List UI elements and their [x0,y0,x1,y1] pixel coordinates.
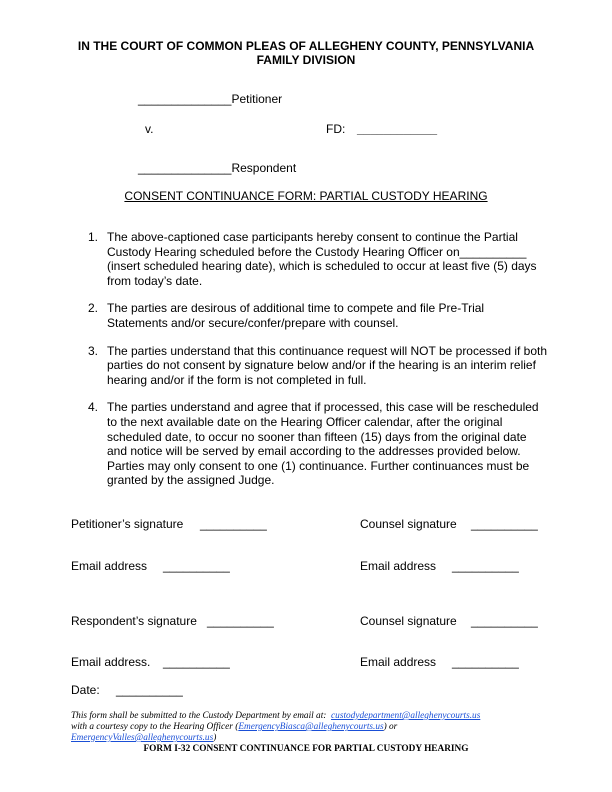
term-text: The parties understand that this continuance request will NOT be processed if both parties do not consent by signature below and/or if the hearing is an interim relief hearing and/or if the form is not completed in full. [107,343,548,387]
term-number: 4. [88,400,99,415]
email-field-1[interactable]: __________ [163,559,230,573]
footer-line-1 [71,711,480,722]
court-title-line1: IN THE COURT OF COMMON PLEAS OF ALLEGHENY COUNTY, PENNSYLVANIA [77,39,535,53]
term-number: 1. [88,230,99,244]
petitioner-label: Petitioner [231,92,283,106]
respondent-blank[interactable]: ______________ [138,161,232,175]
footer-line-2 [71,722,397,733]
counsel-signature-field-1[interactable]: __________ [471,517,538,531]
petitioner-line [138,92,282,106]
footer-line-3 [71,733,216,744]
footer-or-text: ) or [383,722,398,732]
fd-blank[interactable]: ____________ [357,122,438,136]
email-label-3: Email address. [71,655,151,669]
respondent-line [138,161,296,175]
footer-courtesy-text: with a courtesy copy to the Hearing Officer ( [71,722,239,732]
date-field[interactable]: __________ [116,683,183,697]
petitioner-blank[interactable]: ______________ [138,92,232,106]
email-label-4: Email address [360,655,437,669]
form-title: CONSENT CONTINUANCE FORM: PARTIAL CUSTODY HEARING [124,189,488,203]
email-field-3[interactable]: __________ [163,655,230,669]
term-number: 2. [88,301,99,316]
form-identifier: FORM I-32 CONSENT CONTINUANCE FOR PARTIAL CUSTODY HEARING [143,744,469,754]
custody-email-link[interactable]: custodydepartment@alleghenycourts.us [331,711,481,721]
term-number: 3. [88,343,99,358]
respondent-signature-field[interactable]: __________ [207,614,274,628]
footer-close-paren: ) [213,733,217,743]
counsel-signature-label-2: Counsel signature [360,614,457,628]
petitioner-signature-field[interactable]: __________ [200,517,267,531]
court-title-line2: FAMILY DIVISION [256,53,356,67]
date-label: Date: [71,683,100,697]
email-label-1: Email address [71,559,148,573]
counsel-signature-label-1: Counsel signature [360,517,457,531]
term-text: The parties are desirous of additional time to compete and file Pre-Trial Statements and/or secure/confer/prepare with counsel. [107,301,485,330]
counsel-signature-field-2[interactable]: __________ [471,614,538,628]
petitioner-signature-label: Petitioner’s signature [71,517,184,531]
email-field-2[interactable]: __________ [452,559,519,573]
versus-text: v. [145,122,154,136]
biasca-email-link[interactable]: EmergencyBiasca@alleghenycourts.us [238,722,384,732]
term-item-1 [88,230,548,288]
fd-label: FD: [326,122,346,136]
respondent-signature-label: Respondent’s signature [71,614,197,628]
terms-list [88,230,548,501]
term-text: The parties understand and agree that if processed, this case will be rescheduled to the next available date on the Hearing Officer calendar, after the original scheduled date, to occur no sooner than fifteen (15) days from the original date and notice will be served by email according to the addresses provided below. Parties may only consent to one (1) continuance. Further continuances must be granted by the assigned Judge. [107,400,539,488]
term-item-2 [88,301,548,330]
term-item-4 [88,400,548,488]
footer-instruction: This form shall be submitted to the Custody Department by email at: [71,711,327,721]
valles-email-link[interactable]: EmergencyValles@alleghenycourts.us [71,733,214,743]
respondent-label: Respondent [231,161,297,175]
term-item-3 [88,344,548,388]
term-text: The above-captioned case participants hereby consent to continue the Partial Custody Hearing scheduled before the Custody Hearing Officer on__________ (insert scheduled hearing date), which is scheduled to occur at least five (5) days from today’s date. [107,230,537,288]
email-field-4[interactable]: __________ [452,655,519,669]
email-label-2: Email address [360,559,437,573]
